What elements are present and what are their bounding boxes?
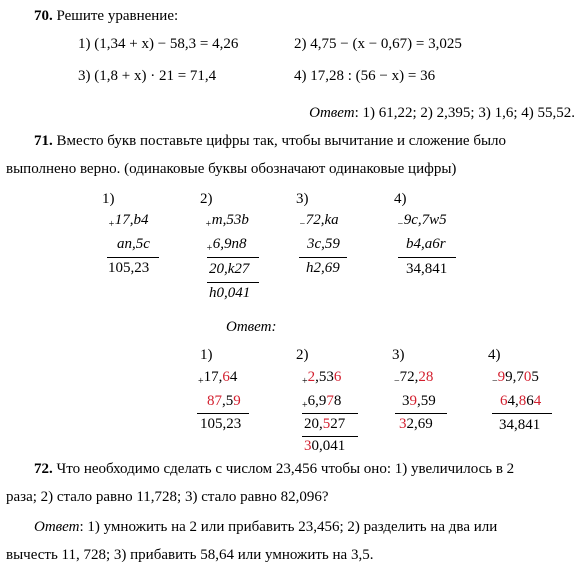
task-71-text-1: Вместо букв поставьте цифры так, чтобы вычитание и сложение было	[56, 133, 507, 149]
digits: 9,7	[505, 369, 524, 385]
digits: ,59	[417, 393, 436, 409]
equation-text: (1,34 + x) − 58,3 = 4,26	[94, 36, 239, 52]
problem-label: 4)	[394, 191, 407, 207]
solution-mid-row	[500, 392, 541, 410]
digits: 17,	[203, 369, 223, 385]
minus-sign: −	[397, 219, 404, 230]
solution-mid-row	[207, 392, 241, 410]
digits: 3	[402, 393, 410, 409]
answer-text-1: : 1) умножить на 2 или прибавить 23,456; 2) разделить на два или	[79, 519, 498, 535]
task-70-heading	[34, 7, 178, 25]
task-72-answer-line-1	[34, 518, 497, 536]
solution-label: 4)	[488, 347, 501, 363]
top-number: 9c,7w5	[403, 212, 447, 228]
found-digit: 3	[399, 416, 407, 432]
equation-label: 3)	[78, 68, 91, 84]
plus-sign: +	[205, 219, 212, 230]
task-72-text-1: Что необходимо сделать с числом 23,456 чтобы оно: 1) увеличилось в 2	[56, 461, 515, 477]
solution-top-row	[492, 368, 539, 391]
task-72-line-2: раза; 2) стало равно 11,728; 3) стало равно 82,096?	[6, 489, 329, 505]
equation-label: 4)	[294, 68, 307, 84]
plus-sign: +	[302, 376, 308, 387]
divider-line	[398, 257, 456, 258]
found-digit: 0	[523, 369, 532, 385]
divider-line	[197, 413, 249, 414]
found-digit: 87	[207, 393, 222, 409]
solution-mid-row	[302, 392, 341, 415]
digits: 6,9	[307, 393, 327, 409]
task-72-number: 72.	[34, 461, 53, 477]
problem-mid-row: b4,a6r	[406, 236, 446, 252]
solution-label: 3)	[392, 347, 405, 363]
digits: 4,	[507, 393, 519, 409]
equation-1	[78, 35, 238, 53]
minus-sign: −	[299, 219, 306, 230]
found-digit: 2	[307, 369, 316, 385]
task-70-number: 70.	[34, 8, 53, 24]
problem-result: h0,041	[209, 285, 251, 301]
equation-4	[294, 67, 435, 85]
found-digit: 6	[222, 369, 230, 385]
digits: 6	[526, 393, 534, 409]
answer-label: Ответ	[34, 519, 80, 535]
top-number: m,53b	[211, 212, 249, 228]
digits: ,5	[222, 393, 234, 409]
problem-top-row	[397, 211, 447, 234]
solution-result: 105,23	[200, 416, 242, 432]
problem-subtotal: 20,k27	[209, 261, 250, 277]
problem-top-row	[108, 211, 149, 234]
problem-mid-row: 3c,59	[307, 236, 340, 252]
divider-line	[207, 282, 259, 283]
divider-line	[299, 257, 347, 258]
plus-sign: +	[302, 400, 308, 411]
digits: ,53	[315, 369, 334, 385]
problem-label: 1)	[102, 191, 115, 207]
equation-text: 4,75 − (x − 0,67) = 3,025	[310, 36, 462, 52]
digits: 2,69	[406, 416, 433, 432]
solution-top-row	[394, 368, 433, 391]
digits: 0,041	[311, 438, 346, 454]
problem-mid-row	[206, 235, 247, 258]
task-72-line-1	[34, 460, 514, 478]
found-digit: 7	[326, 393, 334, 409]
answer-label: Ответ	[309, 105, 355, 121]
task-70-answer	[309, 104, 575, 122]
solution-mid-row	[402, 392, 436, 410]
solution-label: 2)	[296, 347, 309, 363]
solution-result: 34,841	[499, 417, 541, 433]
digits: 20,	[304, 416, 323, 432]
minus-sign: −	[492, 376, 498, 387]
found-digit: 5	[322, 416, 331, 432]
divider-line	[207, 257, 259, 258]
found-digit: 9	[497, 369, 506, 385]
task-71-number: 71.	[34, 133, 53, 149]
solution-label: 1)	[200, 347, 213, 363]
problem-result: 105,23	[108, 260, 150, 276]
equation-label: 1)	[78, 36, 91, 52]
problem-result: h2,69	[306, 260, 340, 276]
divider-line	[492, 413, 552, 414]
problem-mid-row: an,5c	[117, 236, 150, 252]
divider-line	[302, 413, 358, 414]
digits: 4	[229, 369, 238, 385]
task-71-line-2	[6, 160, 456, 178]
digits: 72,	[399, 369, 419, 385]
found-digit: 3	[304, 438, 312, 454]
digits: 27	[330, 416, 346, 432]
solution-top-row	[302, 368, 341, 391]
found-digit: 28	[418, 369, 434, 385]
answer-text: : 1) 61,22; 2) 2,395; 3) 1,6; 4) 55,52.	[354, 105, 575, 121]
solution-subtotal	[304, 415, 345, 433]
task-71-text-2: выполнено верно. (одинаковые буквы обозначают одинаковые цифры)	[6, 161, 457, 177]
divider-line	[107, 257, 159, 258]
digits: 8	[333, 393, 342, 409]
equation-label: 2)	[294, 36, 307, 52]
divider-line	[395, 413, 447, 414]
found-digit: 4	[533, 393, 542, 409]
task-71-answer-label: Ответ:	[226, 319, 277, 335]
found-digit: 9	[233, 393, 241, 409]
found-digit: 9	[409, 393, 417, 409]
minus-sign: −	[394, 376, 400, 387]
problem-result: 34,841	[406, 261, 448, 277]
plus-sign: +	[206, 243, 213, 254]
solution-top-row	[198, 368, 237, 391]
problem-label: 2)	[200, 191, 213, 207]
problem-top-row	[299, 211, 339, 234]
problem-top-row	[205, 211, 249, 234]
found-digit: 6	[500, 393, 508, 409]
solution-result	[399, 415, 433, 433]
task-70-title: Решите уравнение:	[56, 8, 179, 24]
top-number: 72,ka	[305, 212, 339, 228]
equation-3	[78, 67, 216, 85]
top-number: 17,b4	[114, 212, 149, 228]
mid-number: 6,9n8	[212, 236, 247, 252]
found-digit: 6	[333, 369, 342, 385]
equation-2	[294, 35, 462, 53]
task-71-line-1	[34, 132, 506, 150]
task-72-answer-line-2: вычесть 11, 728; 3) прибавить 58,64 или умножить на 3,5.	[6, 547, 374, 563]
plus-sign: +	[108, 219, 115, 230]
found-digit: 8	[518, 393, 527, 409]
digits: 5	[531, 369, 539, 385]
plus-sign: +	[198, 376, 204, 387]
solution-result	[304, 437, 345, 455]
equation-text: (1,8 + x) · 21 = 71,4	[94, 68, 217, 84]
equation-text: 17,28 : (56 − x) = 36	[310, 68, 436, 84]
problem-label: 3)	[296, 191, 309, 207]
